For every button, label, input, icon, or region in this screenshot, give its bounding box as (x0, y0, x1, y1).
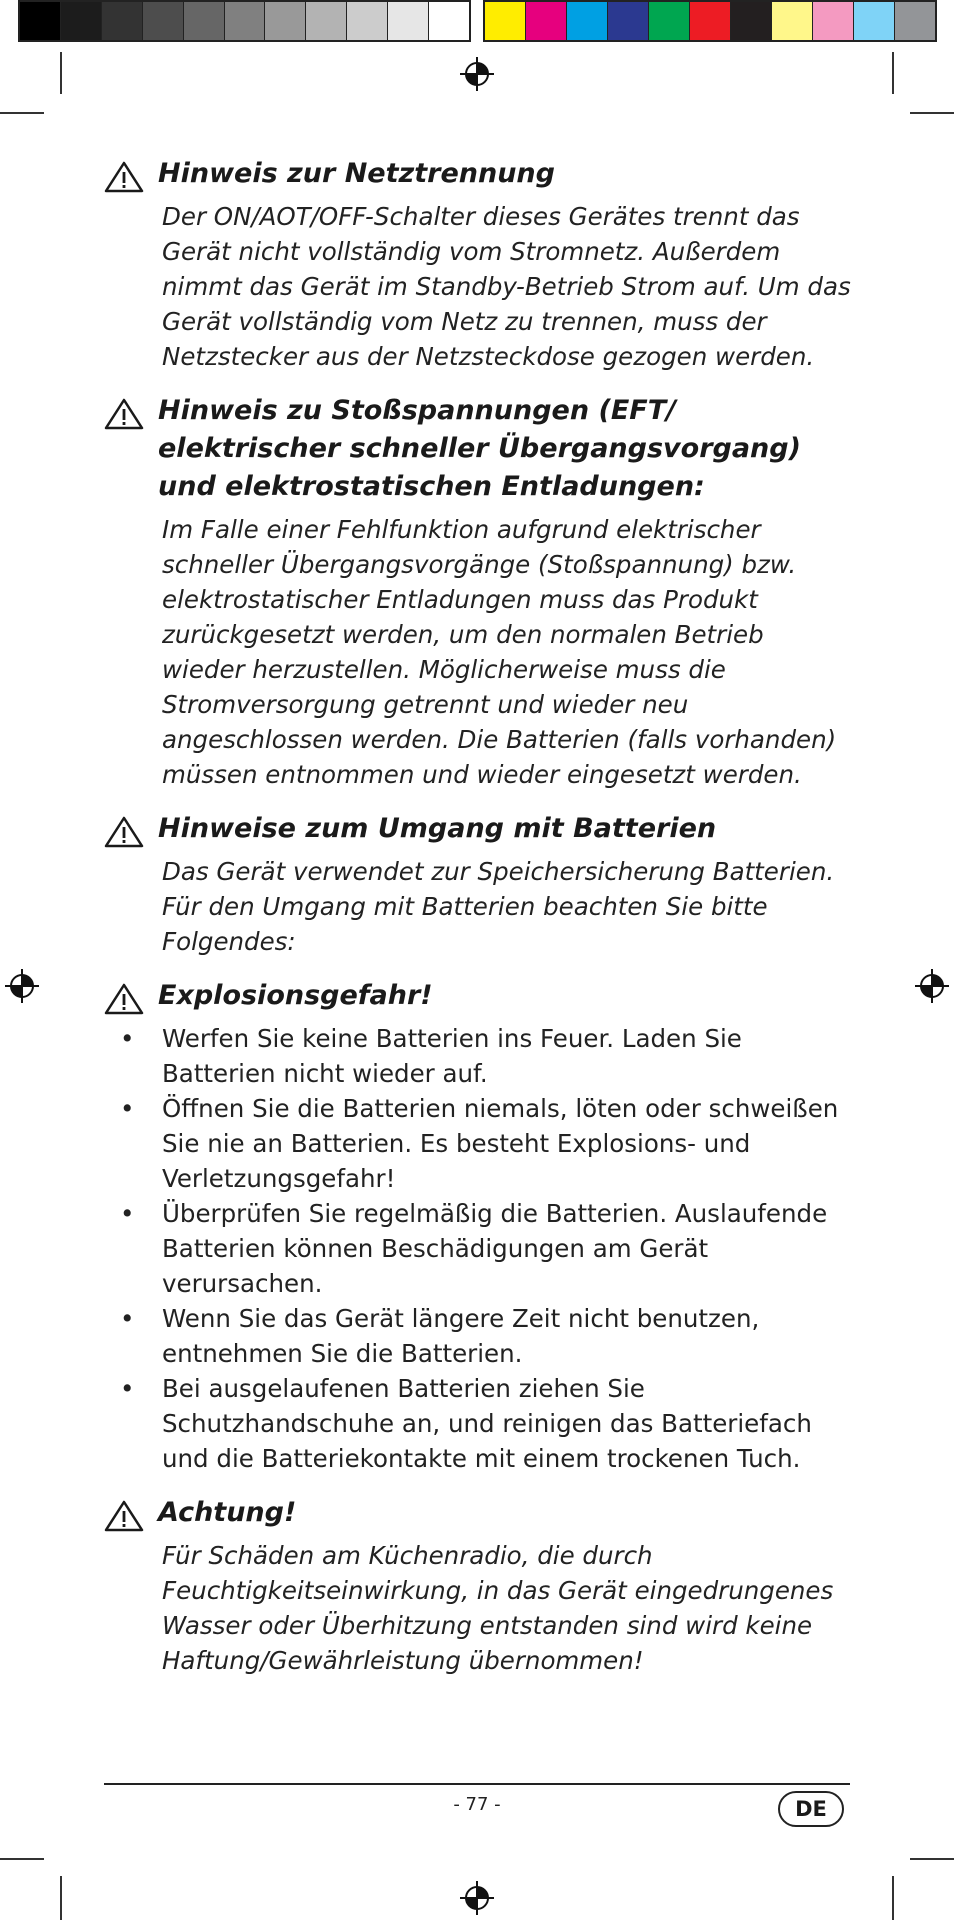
crop-mark (60, 1876, 62, 1920)
registration-mark-icon (4, 968, 40, 1004)
page-number: - 77 - (453, 1794, 501, 1815)
color-swatch (388, 2, 429, 40)
manual-content (104, 155, 854, 1696)
crop-mark (910, 1858, 954, 1860)
section-title: Explosionsgefahr! (158, 980, 433, 1011)
registration-mark-icon (914, 968, 950, 1004)
section-text: Für Schäden am Küchenradio, die durch Feuchtigkeitseinwirkung, in das Gerät eingedrungenes Wasser oder Überhitzung entstanden sind wird keine Haftung/Gewährleistung übernommen! (162, 1541, 834, 1675)
section-stossspannungen (104, 392, 854, 792)
color-swatch (20, 2, 61, 40)
color-swatch (526, 2, 567, 40)
color-swatch (895, 2, 935, 40)
bullet-list (104, 1021, 854, 1476)
crop-mark (0, 1858, 44, 1860)
color-swatch (61, 2, 102, 40)
crop-mark (60, 52, 62, 94)
registration-mark-icon (459, 56, 495, 92)
section-heading (104, 977, 854, 1015)
section-explosionsgefahr (104, 977, 854, 1476)
color-swatch (429, 2, 469, 40)
color-swatch (649, 2, 690, 40)
list-item: • Wenn Sie das Gerät längere Zeit nicht benutzen, entnehmen Sie die Batterien. (104, 1301, 854, 1371)
section-netztrennung (104, 155, 854, 374)
section-title: Hinweis zu Stoßspannungen (EFT/ elektrischer schneller Übergangsvorgang) und elektrostatischen Entladungen: (158, 395, 801, 502)
color-swatch (347, 2, 388, 40)
color-swatch (143, 2, 184, 40)
section-heading (104, 392, 854, 506)
footer-divider (104, 1783, 850, 1785)
list-item: • Öffnen Sie die Batterien niemals, löten oder schweißen Sie nie an Batterien. Es besteht Explosions- und Verletzungsgefahr! (104, 1091, 854, 1196)
warning-triangle-icon (104, 398, 144, 430)
registration-mark-icon (459, 1880, 495, 1916)
section-heading (104, 155, 854, 193)
color-swatch (306, 2, 347, 40)
section-text: Im Falle einer Fehlfunktion aufgrund elektrischer schneller Übergangsvorgänge (Stoßspannung) bzw. elektrostatischer Entladungen muss das Produkt zurückgesetzt werden, um den normalen Betrieb wieder herzustellen. Möglicherweise muss die Stromversorgung getrennt und wieder neu angeschlossen werden. Die Batterien (falls vorhanden) müssen entnommen und wieder eingesetzt werden. (162, 515, 837, 789)
color-swatch (102, 2, 143, 40)
color-swatch (567, 2, 608, 40)
list-item: • Bei ausgelaufenen Batterien ziehen Sie Schutzhandschuhe an, und reinigen das Batteriefach und die Batteriekontakte mit einem trockenen Tuch. (104, 1371, 854, 1476)
list-item: • Werfen Sie keine Batterien ins Feuer. Laden Sie Batterien nicht wieder auf. (104, 1021, 854, 1091)
crop-mark (892, 1876, 894, 1920)
color-swatch (608, 2, 649, 40)
color-swatch (772, 2, 813, 40)
section-heading (104, 810, 854, 848)
list-item: • Überprüfen Sie regelmäßig die Batterien. Auslaufende Batterien können Beschädigungen am Gerät verursachen. (104, 1196, 854, 1301)
crop-mark (910, 112, 954, 114)
section-title: Hinweis zur Netztrennung (158, 158, 555, 189)
color-swatch (184, 2, 225, 40)
color-swatch (731, 2, 772, 40)
color-swatch (854, 2, 895, 40)
process-color-bar (483, 0, 937, 42)
language-badge: DE (778, 1791, 844, 1827)
color-swatch (485, 2, 526, 40)
section-batterien (104, 810, 854, 959)
section-title: Hinweise zum Umgang mit Batterien (158, 813, 717, 844)
section-title: Achtung! (158, 1497, 297, 1528)
color-swatch (690, 2, 731, 40)
color-swatch (265, 2, 306, 40)
warning-triangle-icon (104, 161, 144, 193)
color-swatch (813, 2, 854, 40)
color-swatch (225, 2, 266, 40)
grayscale-color-bar (18, 0, 471, 42)
section-text: Das Gerät verwendet zur Speichersicherung Batterien. Für den Umgang mit Batterien beachten Sie bitte Folgendes: (162, 857, 835, 956)
warning-triangle-icon (104, 816, 144, 848)
crop-mark (0, 112, 44, 114)
section-heading (104, 1494, 854, 1532)
warning-triangle-icon (104, 983, 144, 1015)
section-achtung (104, 1494, 854, 1678)
section-text: Der ON/AOT/OFF-Schalter dieses Gerätes trennt das Gerät nicht vollständig vom Stromnetz. Außerdem nimmt das Gerät im Standby-Betrieb Strom auf. Um das Gerät vollständig vom Netz zu trennen, muss der Netzstecker aus der Netzsteckdose gezogen werden. (162, 202, 851, 371)
warning-triangle-icon (104, 1500, 144, 1532)
crop-mark (892, 52, 894, 94)
